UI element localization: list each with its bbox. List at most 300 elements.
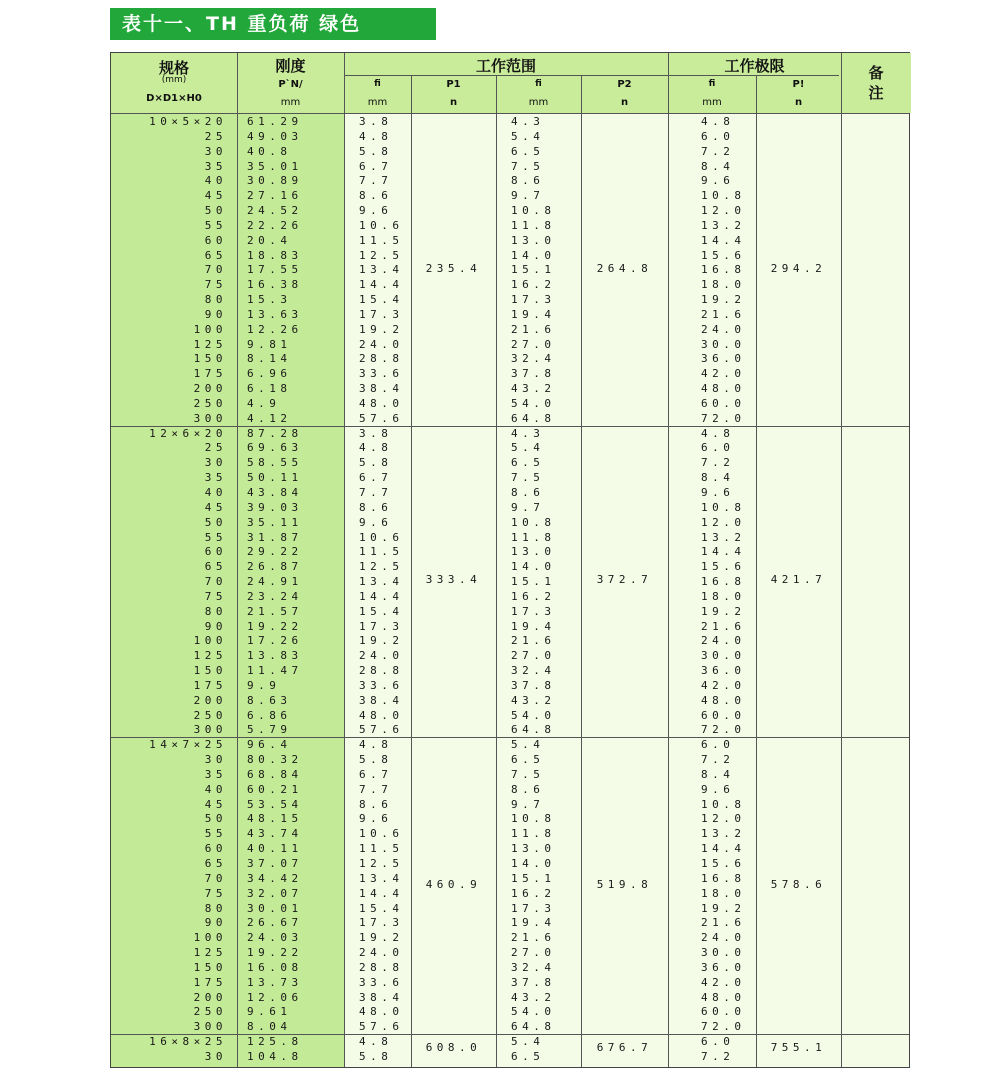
deflection-1-cell: 7.7 (359, 782, 393, 796)
header-working-range: 工作范围 (475, 57, 536, 75)
spec-cell: 90 (204, 619, 227, 633)
header-deflection-3-unit: mm (702, 97, 722, 108)
deflection-2-cell: 19.4 (511, 619, 556, 633)
table-row (111, 752, 911, 767)
deflection-2-cell: 7.5 (511, 767, 545, 781)
spec-cell: 30 (204, 456, 227, 470)
deflection-1-cell: 5.8 (359, 456, 393, 470)
spec-cell: 80 (204, 293, 227, 307)
deflection-1-cell: 4.8 (359, 738, 393, 752)
stiffness-cell: 6.18 (247, 382, 292, 396)
spec-cell: 100 (193, 634, 227, 648)
deflection-1-cell: 28.8 (359, 664, 404, 678)
deflection-1-cell: 5.8 (359, 753, 393, 767)
spec-cell: 125 (193, 946, 227, 960)
stiffness-cell: 13.83 (247, 649, 303, 663)
deflection-2-cell: 43.2 (511, 990, 556, 1004)
deflection-2-cell: 10.8 (511, 204, 556, 218)
deflection-3-cell: 30.0 (701, 337, 746, 351)
deflection-2-cell: 21.6 (511, 634, 556, 648)
deflection-3-cell: 48.0 (701, 990, 746, 1004)
deflection-3-cell: 10.8 (701, 797, 746, 811)
spec-cell: 70 (204, 263, 227, 277)
table-row (111, 901, 911, 916)
spec-cell: 80 (204, 604, 227, 618)
stiffness-cell: 48.15 (247, 812, 303, 826)
deflection-3-cell: 13.2 (701, 530, 746, 544)
load-p3-value: 294.2 (770, 261, 827, 275)
deflection-3-cell: 36.0 (701, 352, 746, 366)
stiffness-cell: 4.12 (247, 411, 292, 425)
spec-cell: 40 (204, 782, 227, 796)
load-p2-value: 519.8 (596, 877, 653, 891)
spec-cell: 45 (204, 189, 227, 203)
load-p2-value: 264.8 (596, 261, 653, 275)
deflection-3-cell: 48.0 (701, 382, 746, 396)
deflection-2-cell: 17.3 (511, 604, 556, 618)
deflection-1-cell: 17.3 (359, 307, 404, 321)
deflection-1-cell: 17.3 (359, 619, 404, 633)
spec-cell: 40 (204, 486, 227, 499)
deflection-3-cell: 48.0 (701, 693, 746, 707)
deflection-2-cell: 43.2 (511, 382, 556, 396)
deflection-2-cell: 37.8 (511, 975, 556, 989)
deflection-2-cell: 10.8 (511, 515, 556, 529)
table-row (111, 455, 911, 470)
stiffness-cell: 40.11 (247, 842, 303, 856)
table-row (111, 975, 911, 990)
deflection-2-cell: 4.3 (511, 426, 545, 440)
deflection-3-cell: 8.4 (701, 471, 735, 485)
stiffness-cell: 61.29 (247, 115, 303, 128)
stiffness-cell: 37.07 (247, 857, 303, 870)
stiffness-cell: 80.32 (247, 753, 303, 767)
deflection-2-cell: 32.4 (511, 664, 556, 678)
stiffness-cell: 35.01 (247, 159, 303, 173)
deflection-3-cell: 14.4 (701, 545, 746, 559)
deflection-2-cell: 19.4 (511, 916, 556, 930)
deflection-1-cell: 48.0 (359, 708, 404, 722)
table-row (111, 1019, 911, 1034)
deflection-2-cell: 8.6 (511, 486, 545, 499)
deflection-2-cell: 6.5 (511, 456, 545, 470)
deflection-1-cell: 10.6 (359, 827, 404, 841)
deflection-3-cell: 9.6 (701, 174, 735, 188)
stiffness-cell: 8.63 (247, 693, 292, 707)
header-p2: P2 (617, 79, 632, 90)
deflection-1-cell: 48.0 (359, 396, 404, 410)
deflection-3-cell: 8.4 (701, 767, 735, 781)
deflection-2-cell: 14.0 (511, 248, 556, 262)
deflection-1-cell: 57.6 (359, 1020, 404, 1034)
spec-cell: 45 (204, 797, 227, 811)
table-row (111, 678, 911, 693)
deflection-2-cell: 54.0 (511, 396, 556, 410)
stiffness-cell: 40.8 (247, 144, 292, 158)
stiffness-cell: 9.81 (247, 337, 292, 351)
deflection-1-cell: 4.8 (359, 1035, 393, 1049)
deflection-1-cell: 5.8 (359, 1049, 393, 1063)
deflection-1-cell: 6.7 (359, 471, 393, 485)
spec-cell: 250 (193, 1005, 227, 1019)
deflection-2-cell: 5.4 (511, 1035, 545, 1049)
header-spec: 规格 (158, 59, 189, 77)
deflection-1-cell: 9.6 (359, 515, 393, 529)
deflection-2-cell: 14.0 (511, 560, 556, 574)
table-row (111, 426, 911, 441)
spec-cell: 25 (204, 441, 227, 455)
stiffness-cell: 32.07 (247, 886, 303, 900)
table-row (111, 322, 911, 337)
deflection-1-cell: 5.8 (359, 144, 393, 158)
deflection-3-cell: 19.2 (701, 604, 746, 618)
deflection-2-cell: 27.0 (511, 337, 556, 351)
deflection-1-cell: 28.8 (359, 960, 404, 974)
stiffness-cell: 5.79 (247, 723, 292, 737)
deflection-1-cell: 6.7 (359, 159, 393, 173)
table-row (111, 129, 911, 144)
deflection-3-cell: 15.6 (701, 857, 746, 870)
spec-cell: 35 (204, 471, 227, 485)
table-row (111, 841, 911, 856)
deflection-1-cell: 6.7 (359, 767, 393, 781)
stiffness-cell: 30.89 (247, 174, 303, 188)
spec-cell: 200 (193, 693, 227, 707)
stiffness-cell: 4.9 (247, 396, 281, 410)
spec-cell: 35 (204, 159, 227, 173)
deflection-3-cell: 12.0 (701, 204, 746, 218)
load-p2-value: 372.7 (596, 573, 653, 587)
deflection-1-cell: 13.4 (359, 871, 404, 885)
deflection-2-cell: 5.4 (511, 738, 545, 752)
table-row (111, 292, 911, 307)
stiffness-cell: 6.86 (247, 708, 292, 722)
table-row (111, 485, 911, 500)
deflection-1-cell: 9.6 (359, 812, 393, 826)
header-p2-unit: n (620, 97, 629, 108)
deflection-1-cell: 38.4 (359, 382, 404, 396)
spec-cell: 90 (204, 307, 227, 321)
deflection-1-cell: 33.6 (359, 678, 404, 692)
table-row (111, 381, 911, 396)
deflection-2-cell: 27.0 (511, 649, 556, 663)
table-row (111, 648, 911, 663)
spec-cell: 16×8×25 (149, 1035, 227, 1049)
spec-cell: 55 (204, 827, 227, 841)
load-p3-value: 421.7 (770, 573, 827, 587)
deflection-1-cell: 24.0 (359, 337, 404, 351)
deflection-2-cell: 17.3 (511, 901, 556, 915)
spec-cell: 70 (204, 871, 227, 885)
deflection-2-cell: 9.7 (511, 500, 545, 514)
deflection-1-cell: 48.0 (359, 1005, 404, 1019)
stiffness-cell: 9.61 (247, 1005, 292, 1019)
table-row (111, 411, 911, 426)
table-row (111, 826, 911, 841)
deflection-2-cell: 14.0 (511, 857, 556, 870)
deflection-1-cell: 14.4 (359, 886, 404, 900)
deflection-3-cell: 9.6 (701, 486, 735, 499)
deflection-3-cell: 7.2 (701, 1049, 735, 1063)
table-title: 表十一、TH 重负荷 绿色 (110, 8, 436, 40)
deflection-1-cell: 3.8 (359, 426, 393, 440)
stiffness-cell: 69.63 (247, 441, 303, 455)
table-row (111, 737, 911, 752)
deflection-3-cell: 60.0 (701, 396, 746, 410)
table-row (111, 366, 911, 381)
table-row (111, 307, 911, 322)
stiffness-cell: 12.06 (247, 990, 303, 1004)
spec-cell: 80 (204, 901, 227, 915)
deflection-2-cell: 10.8 (511, 812, 556, 826)
deflection-2-cell: 13.0 (511, 233, 556, 247)
spec-cell: 300 (193, 723, 227, 737)
deflection-1-cell: 3.8 (359, 115, 393, 128)
load-p3-value: 755.1 (770, 1040, 827, 1054)
deflection-2-cell: 8.6 (511, 782, 545, 796)
deflection-1-cell: 38.4 (359, 693, 404, 707)
deflection-2-cell: 17.3 (511, 293, 556, 307)
deflection-1-cell: 57.6 (359, 411, 404, 425)
header-p1-unit: n (449, 97, 458, 108)
stiffness-cell: 68.84 (247, 767, 303, 781)
spec-cell: 100 (193, 322, 227, 336)
stiffness-cell: 26.67 (247, 916, 303, 930)
spec-cell: 75 (204, 886, 227, 900)
deflection-1-cell: 19.2 (359, 322, 404, 336)
deflection-2-cell: 11.8 (511, 827, 556, 841)
deflection-3-cell: 12.0 (701, 812, 746, 826)
table-row (111, 960, 911, 975)
deflection-1-cell: 14.4 (359, 589, 404, 603)
spec-cell: 25 (204, 129, 227, 143)
header-p3-unit: n (794, 97, 803, 108)
deflection-3-cell: 60.0 (701, 1005, 746, 1019)
header-p3: P! (792, 79, 805, 90)
header-deflection-2: fi (535, 79, 542, 89)
deflection-3-cell: 8.4 (701, 159, 735, 173)
stiffness-cell: 24.03 (247, 931, 303, 945)
deflection-2-cell: 64.8 (511, 411, 556, 425)
deflection-2-cell: 37.8 (511, 367, 556, 381)
deflection-1-cell: 12.5 (359, 857, 404, 870)
stiffness-cell: 8.14 (247, 352, 292, 366)
table-row (111, 945, 911, 960)
deflection-3-cell: 14.4 (701, 233, 746, 247)
deflection-3-cell: 7.2 (701, 753, 735, 767)
deflection-2-cell: 4.3 (511, 115, 545, 128)
deflection-3-cell: 42.0 (701, 678, 746, 692)
table-row (111, 144, 911, 159)
stiffness-cell: 26.87 (247, 560, 303, 574)
deflection-1-cell: 14.4 (359, 278, 404, 292)
deflection-2-cell: 16.2 (511, 278, 556, 292)
stiffness-cell: 58.55 (247, 456, 303, 470)
stiffness-cell: 49.03 (247, 129, 303, 143)
deflection-1-cell: 11.5 (359, 233, 404, 247)
deflection-3-cell: 7.2 (701, 144, 735, 158)
deflection-1-cell: 33.6 (359, 367, 404, 381)
spec-cell: 90 (204, 916, 227, 930)
load-p1-value: 460.9 (425, 877, 482, 891)
deflection-3-cell: 30.0 (701, 946, 746, 960)
deflection-2-cell: 64.8 (511, 1020, 556, 1034)
stiffness-cell: 43.84 (247, 486, 303, 499)
stiffness-cell: 43.74 (247, 827, 303, 841)
table-row (111, 693, 911, 708)
deflection-3-cell: 18.0 (701, 589, 746, 603)
deflection-1-cell: 38.4 (359, 990, 404, 1004)
spec-cell: 14×7×25 (149, 738, 227, 752)
spec-cell: 125 (193, 337, 227, 351)
deflection-2-cell: 54.0 (511, 708, 556, 722)
spec-cell: 60 (204, 842, 227, 856)
deflection-3-cell: 12.0 (701, 515, 746, 529)
deflection-2-cell: 7.5 (511, 471, 545, 485)
deflection-1-cell: 7.7 (359, 486, 393, 499)
stiffness-cell: 19.22 (247, 946, 303, 960)
deflection-3-cell: 42.0 (701, 367, 746, 381)
stiffness-cell: 34.42 (247, 871, 303, 885)
table-row (111, 559, 911, 574)
stiffness-cell: 13.73 (247, 975, 303, 989)
spec-cell: 175 (193, 975, 227, 989)
deflection-2-cell: 32.4 (511, 960, 556, 974)
header-spec-unit: (mm) (161, 75, 187, 85)
header-p1: P1 (446, 79, 461, 90)
header-deflection-1: fi (374, 79, 381, 89)
spec-cell: 200 (193, 990, 227, 1004)
spec-cell: 75 (204, 589, 227, 603)
deflection-3-cell: 15.6 (701, 248, 746, 262)
deflection-3-cell: 24.0 (701, 634, 746, 648)
spec-cell: 55 (204, 530, 227, 544)
deflection-1-cell: 9.6 (359, 204, 393, 218)
deflection-3-cell: 13.2 (701, 827, 746, 841)
deflection-3-cell: 36.0 (701, 960, 746, 974)
stiffness-cell: 35.11 (247, 515, 303, 529)
stiffness-cell: 9.9 (247, 678, 281, 692)
deflection-3-cell: 21.6 (701, 307, 746, 321)
table-row (111, 604, 911, 619)
deflection-3-cell: 13.2 (701, 218, 746, 232)
deflection-3-cell: 6.0 (701, 129, 735, 143)
deflection-1-cell: 15.4 (359, 293, 404, 307)
deflection-2-cell: 11.8 (511, 218, 556, 232)
stiffness-cell: 125.8 (247, 1035, 303, 1049)
stiffness-cell: 21.57 (247, 604, 303, 618)
table-row (111, 248, 911, 263)
table-row (111, 619, 911, 634)
table-row (111, 337, 911, 352)
table-row (111, 351, 911, 366)
stiffness-cell: 50.11 (247, 471, 303, 485)
table-row (111, 173, 911, 188)
deflection-2-cell: 6.5 (511, 753, 545, 767)
deflection-2-cell: 11.8 (511, 530, 556, 544)
spec-cell: 55 (204, 218, 227, 232)
deflection-3-cell: 7.2 (701, 456, 735, 470)
deflection-2-cell: 15.1 (511, 575, 556, 589)
deflection-3-cell: 16.8 (701, 871, 746, 885)
spec-cell: 300 (193, 411, 227, 425)
deflection-3-cell: 9.6 (701, 782, 735, 796)
load-p1-value: 235.4 (425, 261, 482, 275)
stiffness-cell: 11.47 (247, 664, 303, 678)
stiffness-cell: 16.08 (247, 960, 303, 974)
spec-cell: 60 (204, 545, 227, 559)
stiffness-cell: 18.83 (247, 248, 303, 262)
table-row (111, 930, 911, 945)
deflection-3-cell: 16.8 (701, 575, 746, 589)
stiffness-cell: 30.01 (247, 901, 303, 915)
spec-cell: 150 (193, 352, 227, 366)
table-row (111, 633, 911, 648)
spec-cell: 300 (193, 1020, 227, 1034)
deflection-2-cell: 6.5 (511, 1049, 545, 1063)
stiffness-cell: 27.16 (247, 189, 303, 203)
deflection-3-cell: 24.0 (701, 931, 746, 945)
stiffness-cell: 24.52 (247, 204, 303, 218)
spec-cell: 50 (204, 204, 227, 218)
deflection-1-cell: 33.6 (359, 975, 404, 989)
stiffness-cell: 22.26 (247, 218, 303, 232)
table-row (111, 915, 911, 930)
spec-cell: 70 (204, 575, 227, 589)
table-row (111, 1004, 911, 1019)
header-working-limit: 工作极限 (724, 57, 785, 75)
spec-cell: 65 (204, 560, 227, 574)
table-row (111, 544, 911, 559)
deflection-1-cell: 12.5 (359, 248, 404, 262)
stiffness-cell: 60.21 (247, 782, 303, 796)
spec-cell: 150 (193, 960, 227, 974)
deflection-2-cell: 19.4 (511, 307, 556, 321)
table-row (111, 708, 911, 723)
table-row (111, 203, 911, 218)
deflection-3-cell: 10.8 (701, 500, 746, 514)
stiffness-cell: 19.22 (247, 619, 303, 633)
header-spec-dims: D×D1×H0 (146, 93, 202, 104)
header-deflection-2-unit: mm (528, 97, 549, 108)
table-row (111, 440, 911, 455)
stiffness-cell: 104.8 (247, 1049, 303, 1063)
deflection-3-cell: 4.8 (701, 115, 735, 128)
spec-cell: 200 (193, 382, 227, 396)
table-row (111, 782, 911, 797)
table-row (111, 470, 911, 485)
deflection-2-cell: 5.4 (511, 129, 545, 143)
deflection-1-cell: 19.2 (359, 931, 404, 945)
table-row (111, 663, 911, 678)
deflection-1-cell: 13.4 (359, 575, 404, 589)
spec-cell: 35 (204, 767, 227, 781)
stiffness-cell: 24.91 (247, 575, 303, 589)
stiffness-cell: 96.4 (247, 738, 292, 752)
deflection-3-cell: 16.8 (701, 263, 746, 277)
load-p1-value: 333.4 (425, 573, 482, 587)
deflection-2-cell: 16.2 (511, 589, 556, 603)
deflection-2-cell: 8.6 (511, 174, 545, 188)
deflection-3-cell: 60.0 (701, 708, 746, 722)
deflection-1-cell: 8.6 (359, 189, 393, 203)
deflection-3-cell: 14.4 (701, 842, 746, 856)
header-stiffness: 刚度 (275, 57, 306, 75)
stiffness-cell: 16.38 (247, 278, 303, 292)
stiffness-cell: 6.96 (247, 367, 292, 381)
spec-cell: 125 (193, 649, 227, 663)
deflection-1-cell: 12.5 (359, 560, 404, 574)
